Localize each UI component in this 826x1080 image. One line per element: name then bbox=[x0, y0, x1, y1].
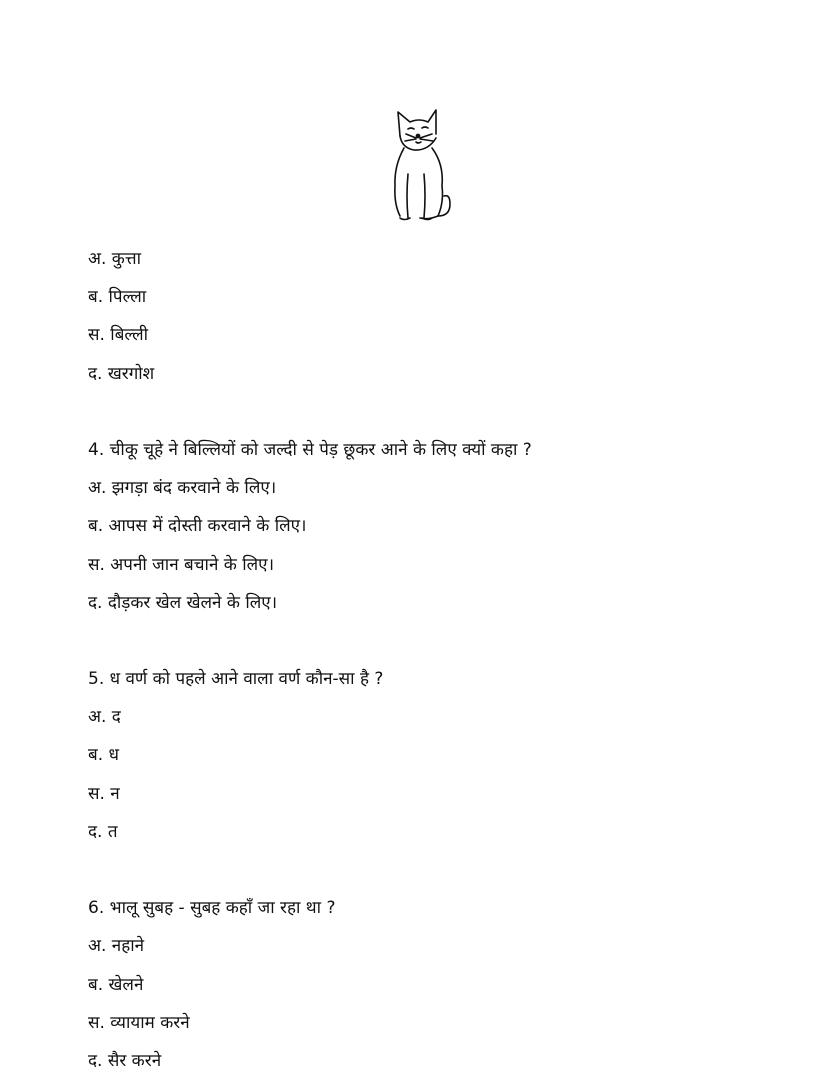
q4-option-c: स. अपनी जान बचाने के लिए। bbox=[88, 554, 275, 575]
spacer bbox=[88, 851, 788, 889]
q5-option-b: ब. ध bbox=[88, 745, 119, 766]
q6-option-b: ब. खेलने bbox=[88, 974, 144, 995]
q3-option-d: द. खरगोश bbox=[88, 363, 155, 384]
q6-option-d: द. सैर करने bbox=[88, 1050, 162, 1071]
q6-question: 6. भालू सुबह - सुबह कहाँ जा रहा था ? bbox=[88, 898, 336, 919]
q4-option-d: द. दौड़कर खेल खेलने के लिए। bbox=[88, 592, 278, 613]
q5-option-a: अ. द bbox=[88, 707, 121, 728]
q5-option-d: द. त bbox=[88, 821, 118, 842]
q4-option-b: ब. आपस में दोस्ती करवाने के लिए। bbox=[88, 516, 307, 537]
spacer bbox=[88, 393, 788, 431]
q5-question: 5. ध वर्ण को पहले आने वाला वर्ण कौन-सा है ? bbox=[88, 669, 384, 690]
q3-option-a: अ. कुत्ता bbox=[88, 249, 142, 269]
worksheet-content bbox=[88, 240, 788, 1080]
q6-option-a: अ. नहाने bbox=[88, 936, 145, 957]
q5-option-c: स. न bbox=[88, 783, 120, 804]
cat-illustration-icon bbox=[386, 104, 454, 224]
spacer bbox=[88, 622, 788, 660]
q6-option-c: स. व्यायाम करने bbox=[88, 1012, 190, 1033]
q3-option-b: ब. पिल्ला bbox=[88, 287, 147, 308]
q3-option-c: स. बिल्ली bbox=[88, 325, 149, 346]
q4-question: 4. चीकू चूहे ने बिल्लियों को जल्दी से पेड़ छूकर आने के लिए क्यों कहा ? bbox=[88, 439, 532, 460]
q4-option-a: अ. झगड़ा बंद करवाने के लिए। bbox=[88, 478, 277, 499]
